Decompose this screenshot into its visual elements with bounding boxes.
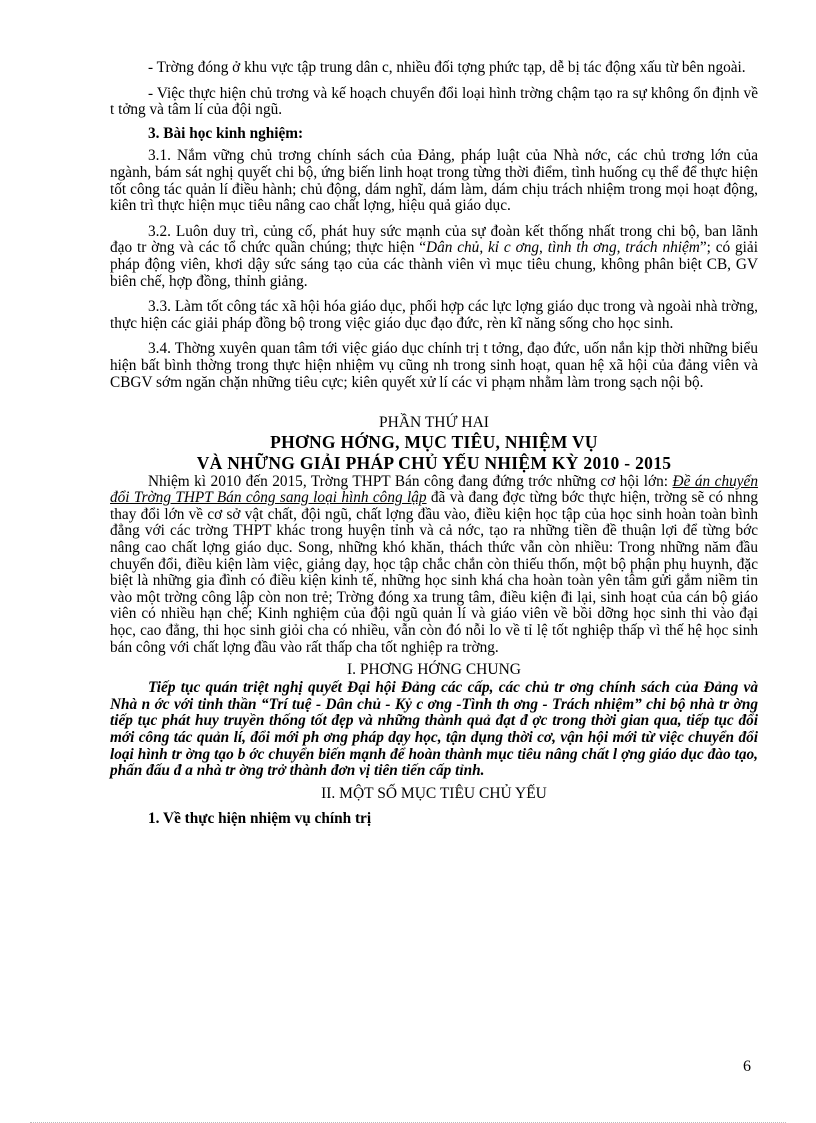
part-title-line-2: VÀ NHỮNG GIẢI PHÁP CHỦ YẾU NHIỆM KỲ 2010 - 2015 <box>196 452 672 473</box>
lesson-3-4: 3.4. Thờng xuyên quan tâm tới việc giáo dục chính trị t tởng, đạo đức, uốn nắn kịp thời những biểu hiện bất bình thờng trong thực hiện nhiệm vụ cũng nh trong sinh hoạt, quan hệ xã hội của đảng viên và CBGV sớm ngăn chặn những tiêu cực; kiên quyết xử lí các vi phạm nhằm làm trong sạch nội bộ. <box>110 340 758 391</box>
intro-project-name: Đề án chuyển đổi Trờng THPT Bán công sang loại hình công lập <box>110 472 758 507</box>
intro-part-a: Nhiệm kì 2010 đến 2015, Trờng THPT Bán công đang đứng trớc những cơ hội lớn: <box>148 472 673 490</box>
difficulty-conversion: - Việc thực hiện chủ trơng và kế hoạch chuyển đổi loại hình trờng chậm tạo ra sự không ổn định về t tởng và tâm lí của đội ngũ. <box>110 84 758 119</box>
section-2-heading: II. MỘT SỐ MỤC TIÊU CHỦ YẾU <box>321 784 547 802</box>
subsection-1-heading: 1. Về thực hiện nhiệm vụ chính trị <box>148 809 372 827</box>
lessons-heading: 3. Bài học kinh nghiệm: <box>148 124 304 142</box>
part-title-line-1: PHƠNG HỚNG, MỤC TIÊU, NHIỆM VỤ <box>270 431 598 452</box>
lesson-3-2-quote: Dân chủ, kỉ c ơng, tình th ơng, trách nhiệm <box>426 239 700 257</box>
page-number: 6 <box>743 1058 751 1075</box>
lesson-3-2-part-b: ”; có giải pháp động viên, khơi dậy sức sáng tạo của các thành viên vì mục tiêu chung, không phân biệt CB, GV biên chế, hợp đồng, thỉnh giảng. <box>110 239 758 290</box>
lesson-3-1: 3.1. Nắm vững chủ trơng chính sách của Đảng, pháp luật của Nhà nớc, các chủ trơng lớn của ngành, bám sát nghị quyết chi bộ, ứng biến linh hoạt trong từng thời điểm, tình huống cụ thể để thực hiện tốt công tác quản lí điều hành; chủ động, dám nghĩ, dám làm, dám chịu trách nhiệm trong mọi hoạt động, kiên trì thực hiện mục tiêu nâng cao chất lợng, hiệu quả giáo dục. <box>110 147 758 215</box>
intro-part-b: đã và đang đợc từng bớc thực hiện, trờng sẽ có nhng thay đổi lớn về cơ sở vật chất, đội ngũ, chất lợng đầu vào, điều kiện học tập của học sinh hoàn toàn bình đẳng với các trờng THPT khác trong huyện tỉnh và cả nớc, tạo ra những tiền đề thuận lợi để từng bớc nâng cao chất lợng giáo dục. Song, những khó khăn, thách thức vẫn còn nhiều: Trong những năm đầu chuyển đổi, điều kiện làm việc, giảng dạy, học tập chắc chắn còn thiếu thốn, một bộ phận phụ huynh, đặc biệt là những gia đình có điều kiện kinh tế, những học sinh khá cha hoàn toàn yên tâm gửi gắm niềm tin vào một trờng công lập còn non trẻ; Trờng đóng xa trung tâm, điều kiện đi lại, sinh hoạt của cán bộ giáo viên có nhiều hạn chế; Kinh nghiệm của đội ngũ quản lí và giáo viên về bồi dỡng học sinh thi vào đại học, cao đẳng, thi học sinh giỏi cha có nhiều, vẫn còn đó nỗi lo về tỉ lệ tốt nghiệp thấp vì thế hệ học sinh bán công với chất lợng đầu vào rất thấp cha tốt nghiệp ra trờng. <box>110 489 759 656</box>
section-1-text: Tiếp tục quán triệt nghị quyết Đại hội Đảng các cấp, các chủ tr ơng chính sách của Đảng và Nhà n ớc với tinh thần “Trí tuệ - Dân chủ - Kỷ c ơng -Tình th ơng - Trách nhiệm” chi bộ nhà tr ờng tiếp tục phát huy truyền thống tốt đẹp và những thành quả đạt đ ợc trong thời gian qua, tiếp tục đổi mới công tác quản lí, đổi mới ph ơng pháp dạy học, tận dụng thời cơ, vận hội mới từ việc chuyển đổi loại hình tr ờng tạo b ớc chuyển biến mạnh để hoàn thành mục tiêu nâng chất l ợng giáo dục đào tạo, phấn đấu đ a nhà tr ờng trở thành đơn vị tiên tiến cấp tỉnh. <box>110 679 758 780</box>
part-heading: PHẦN THỨ HAI <box>379 414 489 432</box>
lesson-3-3: 3.3. Làm tốt công tác xã hội hóa giáo dục, phối hợp các lực lợng giáo dục trong và ngoài nhà trờng, thực hiện các giải pháp đồng bộ trong việc giáo dục đạo đức, rèn kĩ năng sống cho học sinh. <box>110 298 758 332</box>
page-content <box>110 60 758 827</box>
intro-paragraph <box>110 474 758 657</box>
difficulty-location: - Trờng đóng ở khu vực tập trung dân c, nhiều đối tợng phức tạp, dễ bị tác động xấu từ bên ngoài. <box>148 59 746 76</box>
lesson-3-2-part-a: 3.2. Luôn duy trì, củng cố, phát huy sức mạnh của sự đoàn kết thống nhất trong chi bộ, ban lãnh đạo tr ờng và các tổ chức quần chúng; thực hiện “ <box>110 222 758 257</box>
section-1-heading: I. PHƠNG HỚNG CHUNG <box>347 661 521 679</box>
lesson-3-2 <box>110 224 758 290</box>
